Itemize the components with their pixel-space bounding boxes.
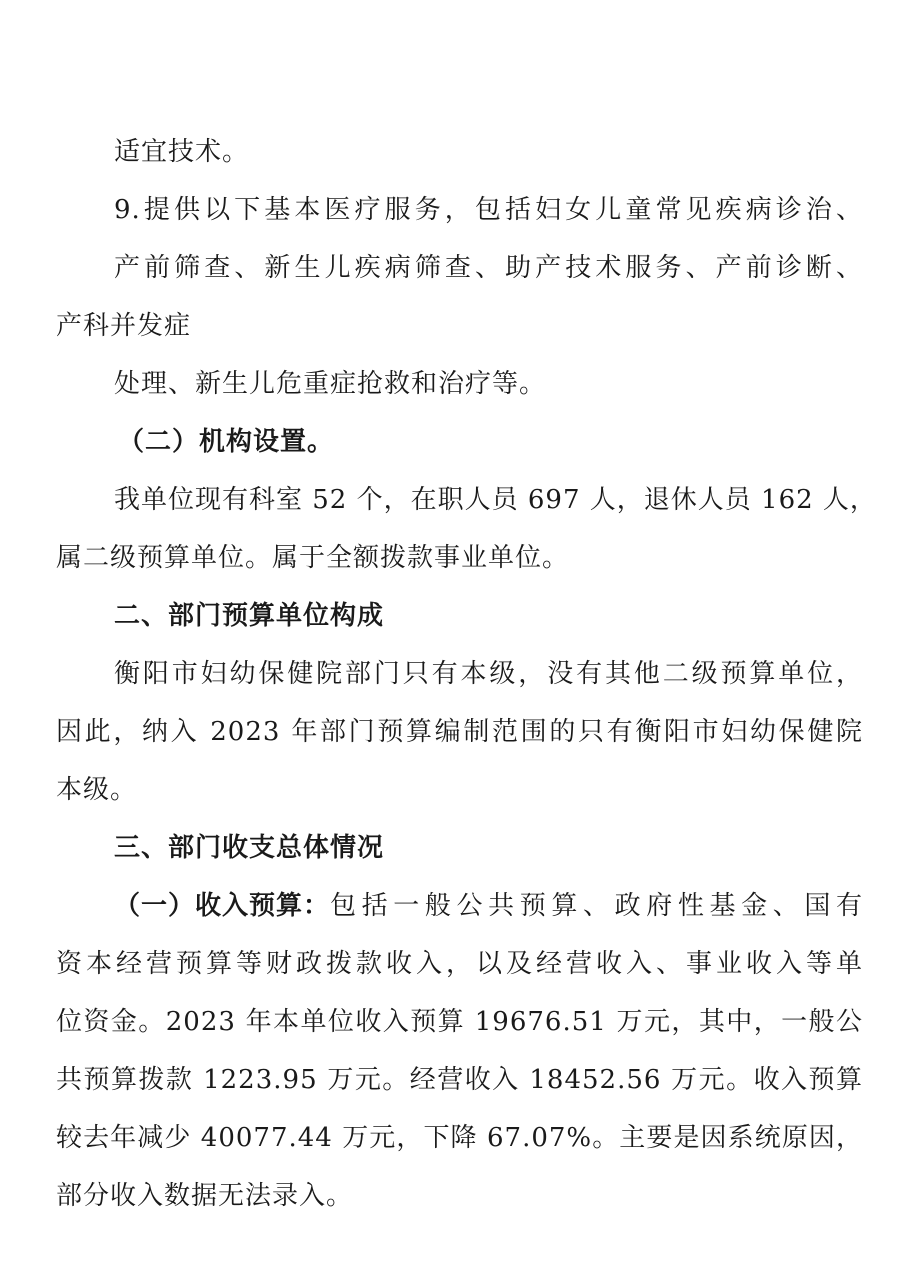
paragraph-line: 产前筛查、新生儿疾病筛查、助产技术服务、产前诊断、 [114, 253, 863, 283]
paragraph-line: 处理、新生儿危重症抢救和治疗等。 [114, 369, 547, 399]
paragraph-line: 较去年减少 40077.44 万元，下降 67.07%。主要是因系统原因， [56, 1123, 863, 1153]
paragraph-line: 本级。 [56, 775, 138, 805]
section-heading: （二）机构设置。 [118, 427, 335, 457]
income-heading: （一）收入预算： [114, 891, 331, 921]
paragraph-line: 因此，纳入 2023 年部门预算编制范围的只有衡阳市妇幼保健院 [56, 717, 863, 747]
paragraph-line: 适宜技术。 [114, 137, 250, 167]
paragraph-line: 产科并发症 [56, 311, 192, 341]
section-heading: 二、部门预算单位构成 [114, 601, 385, 631]
paragraph-line: 部分收入数据无法录入。 [56, 1181, 354, 1211]
paragraph-line: 衡阳市妇幼保健院部门只有本级，没有其他二级预算单位， [114, 659, 863, 689]
paragraph-line: 资本经营预算等财政拨款收入，以及经营收入、事业收入等单 [56, 949, 863, 979]
paragraph-line: 我单位现有科室 52 个，在职人员 697 人，退休人员 162 人， [114, 485, 877, 515]
paragraph-line [114, 889, 863, 923]
section-heading: 三、部门收支总体情况 [114, 833, 385, 863]
paragraph-line: 9.提供以下基本医疗服务，包括妇女儿童常见疾病诊治、 [114, 195, 863, 225]
paragraph-line: 属二级预算单位。属于全额拨款事业单位。 [56, 543, 570, 573]
paragraph-line: 位资金。2023 年本单位收入预算 19676.51 万元，其中，一般公 [56, 1007, 863, 1037]
paragraph-text: 包括一般公共预算、政府性基金、国有 [330, 891, 863, 921]
paragraph-line: 共预算拨款 1223.95 万元。经营收入 18452.56 万元。收入预算 [56, 1065, 863, 1095]
